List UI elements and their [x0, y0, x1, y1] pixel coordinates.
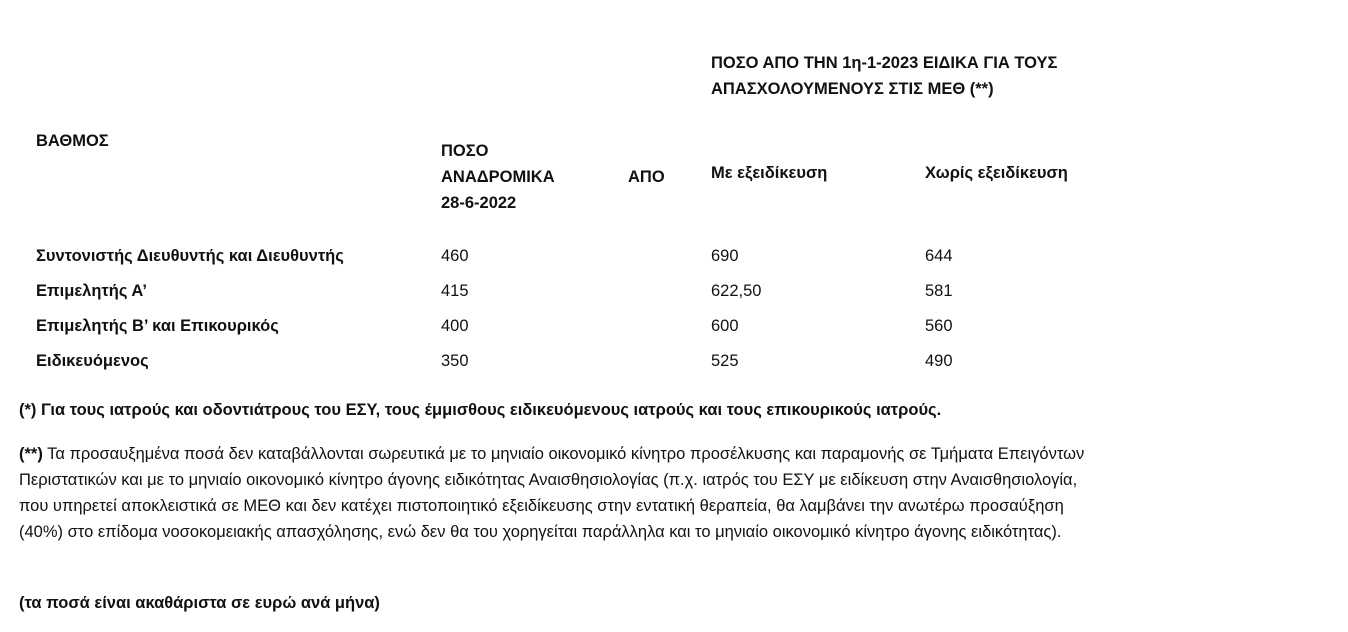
row-rank: Επιμελητής Α’ [36, 282, 147, 300]
row-with-spec: 690 [711, 247, 739, 265]
column-header-amount-line2: ΑΝΑΔΡΟΜΙΚΑ [441, 168, 555, 186]
row-rank: Επιμελητής Β’ και Επικουρικός [36, 317, 279, 335]
column-header-amount-line1: ΠΟΣΟ [441, 142, 489, 160]
footnote-icu-marker: (**) [19, 445, 43, 463]
row-with-spec: 622,50 [711, 282, 762, 300]
row-rank: Συντονιστής Διευθυντής και Διευθυντής [36, 247, 344, 265]
group-header-line1: ΠΟΣΟ ΑΠΟ ΤΗΝ 1η-1-2023 ΕΙΔΙΚΑ ΓΙΑ ΤΟΥΣ [711, 54, 1058, 72]
row-amount: 400 [441, 317, 469, 335]
footnote-gross-amounts: (τα ποσά είναι ακαθάριστα σε ευρώ ανά μήνα) [19, 594, 380, 612]
row-amount: 460 [441, 247, 469, 265]
footnote-icu-text: Τα προσαυξημένα ποσά δεν καταβάλλονται σωρευτικά με το μηνιαίο οικονομικό κίνητρο προσέλκυσης και παραμονής σε Τμήματα Επειγόντων Περιστατικών και με το μηνιαίο οικονομικό κίνητρο άγονης ειδικότητας Αναισθησιολογίας (π.χ. ιατρός του ΕΣΥ με ειδίκευση στην Αναισθησιολογία, που υπηρετεί αποκλειστικά σε ΜΕΘ και δεν κατέχει πιστοποιητικό εξειδίκευσης στην εντατική θεραπεία, θα λαμβάνει την ανωτέρω προσαύξηση (40%) στο επίδομα νοσοκομειακής απασχόλησης, ενώ δεν θα του χορηγείται παράλληλα και το μηνιαίο οικονομικό κίνητρο άγονης ειδικότητας). [19, 445, 1085, 541]
group-header [711, 50, 1057, 102]
row-without-spec: 581 [925, 282, 953, 300]
row-amount: 415 [441, 282, 469, 300]
footnote-icu [19, 441, 1109, 545]
column-header-amount-line3: 28-6-2022 [441, 194, 517, 212]
row-amount: 350 [441, 352, 469, 370]
column-header-without-spec: Χωρίς εξειδίκευση [925, 164, 1068, 182]
row-without-spec: 560 [925, 317, 953, 335]
row-rank: Ειδικευόμενος [36, 352, 149, 370]
column-header-amount [441, 138, 555, 216]
column-header-with-spec: Με εξειδίκευση [711, 164, 828, 182]
row-without-spec: 644 [925, 247, 953, 265]
group-header-line2: ΑΠΑΣΧΟΛΟΥΜΕΝΟΥΣ ΣΤΙΣ ΜΕΘ (**) [711, 80, 994, 98]
row-with-spec: 600 [711, 317, 739, 335]
column-header-from: ΑΠΟ [628, 168, 665, 186]
row-without-spec: 490 [925, 352, 953, 370]
row-with-spec: 525 [711, 352, 739, 370]
column-header-rank: ΒΑΘΜΟΣ [36, 132, 109, 150]
footnote-general: (*) Για τους ιατρούς και οδοντιάτρους του ΕΣΥ, τους έμμισθους ειδικευόμενους ιατρούς και τους επικουρικούς ιατρούς. [19, 401, 942, 419]
